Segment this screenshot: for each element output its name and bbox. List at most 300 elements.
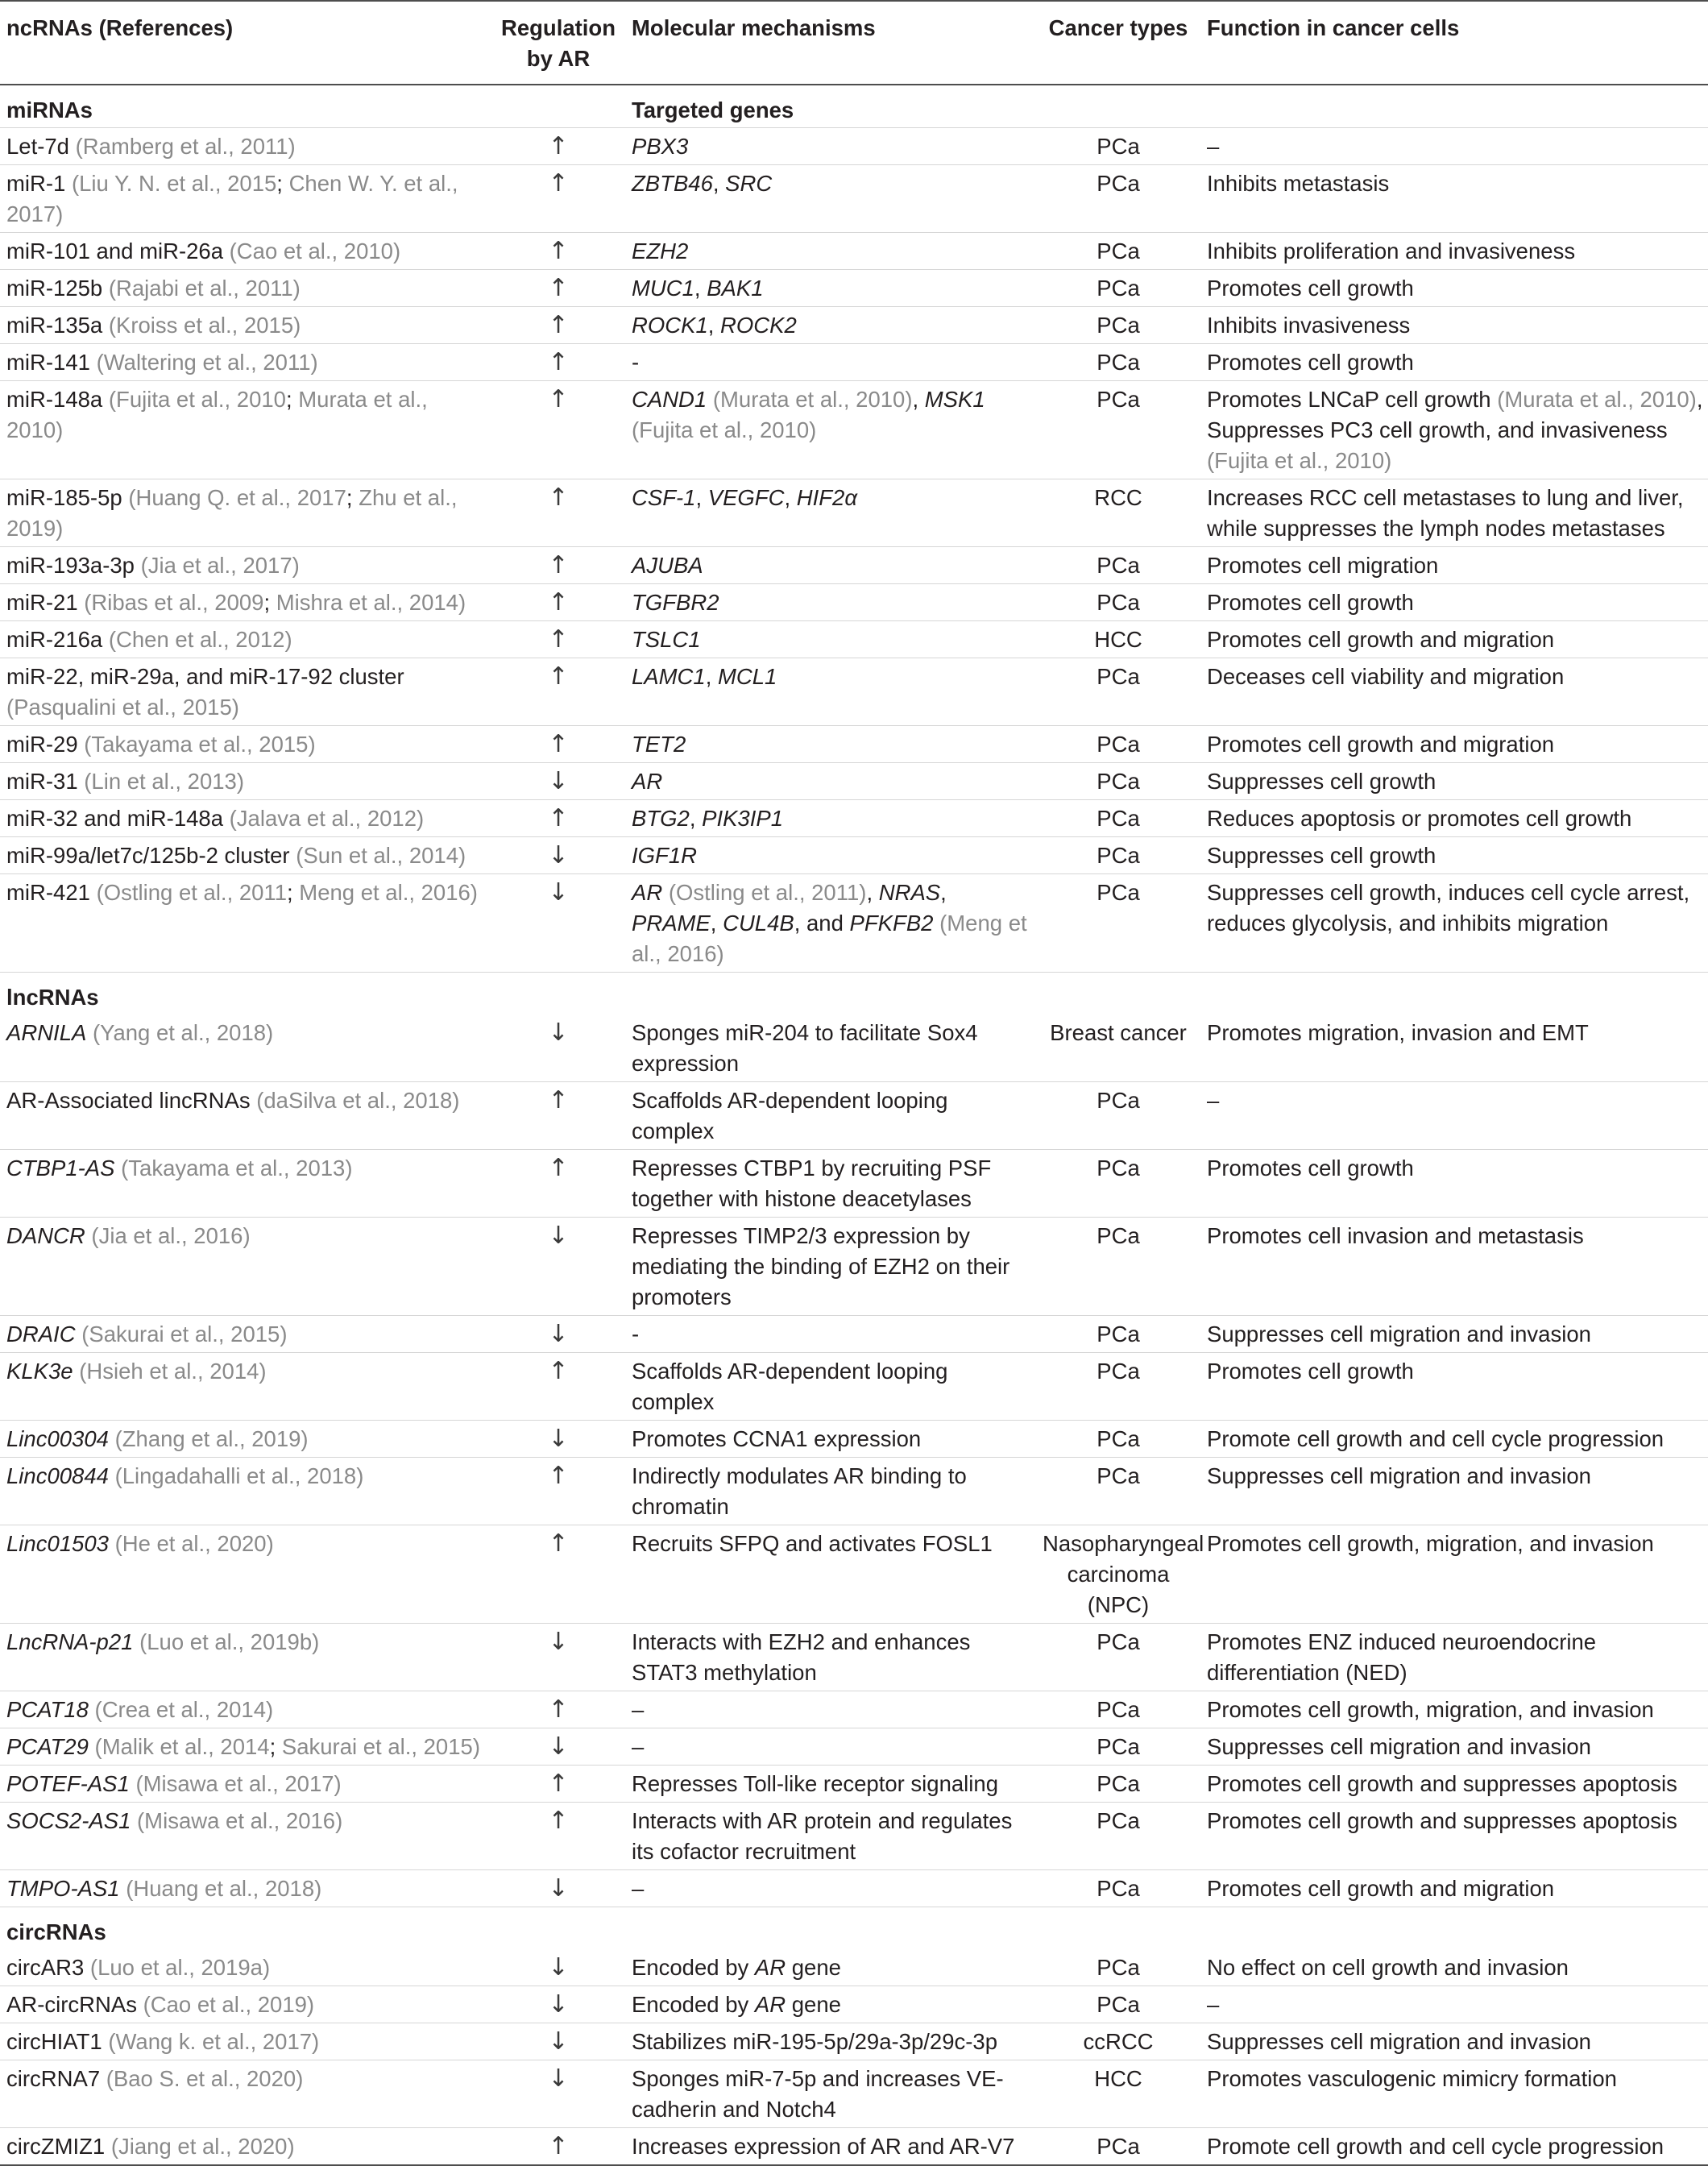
text-run — [114, 1156, 121, 1181]
text-run — [707, 387, 713, 412]
regulation-cell — [490, 763, 627, 800]
text-run: circZMIZ1 — [6, 2134, 111, 2159]
text-run: Scaffolds AR-dependent looping complex — [632, 1088, 948, 1143]
regulation-cell — [490, 344, 627, 381]
text-run: ; — [287, 880, 300, 905]
gene-name: PFKFB2 — [849, 911, 934, 936]
function-cell — [1199, 837, 1708, 874]
text-run: Suppresses cell growth, induces cell cycle arrest, reduces glycolysis, and inhibits migration — [1207, 880, 1690, 936]
text-run: Promote cell growth and cell cycle progression — [1207, 2134, 1664, 2159]
mechanism-cell — [627, 381, 1038, 479]
function-cell — [1199, 621, 1708, 658]
regulation-cell — [490, 165, 627, 233]
text-run: – — [1207, 1992, 1220, 2017]
text-run: ; — [269, 1734, 282, 1759]
function-cell — [1199, 1218, 1708, 1316]
gene-name: TMPO-AS1 — [6, 1876, 120, 1901]
arrow-down-icon: ↓ — [548, 2064, 569, 2093]
reference-text: (Wang k. et al., 2017) — [108, 2029, 320, 2054]
cancer-type-cell: PCa — [1038, 1421, 1199, 1458]
text-run: – — [1207, 134, 1220, 159]
text-run: - — [632, 350, 640, 375]
cancer-type-cell: HCC — [1038, 2060, 1199, 2128]
arrow-up-icon: ↑ — [548, 1695, 569, 1724]
text-run: Promotes cell growth — [1207, 590, 1414, 615]
mechanism-cell — [627, 479, 1038, 547]
cancer-type-cell: Nasopharyngeal carcinoma (NPC) — [1038, 1525, 1199, 1624]
arrow-up-icon: ↑ — [548, 804, 569, 832]
regulation-cell — [490, 1949, 627, 1986]
function-cell — [1199, 658, 1708, 726]
arrow-down-icon: ↓ — [548, 2027, 569, 2056]
gene-name: PCAT18 — [6, 1697, 89, 1722]
mechanism-cell — [627, 1525, 1038, 1624]
text-run: miR-193a-3p — [6, 553, 141, 578]
text-run: AR-circRNAs — [6, 1992, 143, 2017]
text-run — [86, 1020, 93, 1045]
gene-name: PRAME — [632, 911, 711, 936]
table-row — [0, 1691, 1708, 1728]
reference-text: (Murata et al., 2010) — [1497, 387, 1697, 412]
function-cell — [1199, 1316, 1708, 1353]
arrow-down-icon: ↓ — [548, 767, 569, 795]
text-run: Promotes cell growth and migration — [1207, 732, 1555, 757]
text-run: Sponges miR-204 to facilitate Sox4 expression — [632, 1020, 978, 1076]
mechanism-cell — [627, 128, 1038, 165]
reference-text: (Misawa et al., 2016) — [137, 1808, 343, 1833]
table-row — [0, 547, 1708, 584]
text-run: – — [1207, 1088, 1220, 1113]
section-spacer — [1199, 85, 1708, 128]
ncrna-cell — [0, 874, 490, 973]
function-cell — [1199, 479, 1708, 547]
regulation-cell — [490, 1728, 627, 1766]
function-cell — [1199, 1691, 1708, 1728]
reference-text: (Fujita et al., 2010) — [632, 417, 817, 442]
text-run: ; — [285, 387, 299, 412]
table-row — [0, 1150, 1708, 1218]
reference-text: (Malik et al., 2014 — [94, 1734, 270, 1759]
ncrna-cell — [0, 1421, 490, 1458]
function-cell — [1199, 1803, 1708, 1870]
mechanism-cell — [627, 270, 1038, 307]
reference-text: (Ramberg et al., 2011) — [75, 134, 296, 159]
text-run: miR-148a — [6, 387, 109, 412]
ncrna-cell — [0, 1458, 490, 1525]
table-row — [0, 1766, 1708, 1803]
reference-text: (Huang Q. et al., 2017 — [128, 485, 346, 510]
function-cell — [1199, 1458, 1708, 1525]
reference-text: (Ostling et al., 2011) — [668, 880, 867, 905]
text-run — [131, 1808, 137, 1833]
ncrna-cell — [0, 547, 490, 584]
regulation-cell — [490, 381, 627, 479]
regulation-cell — [490, 1870, 627, 1907]
regulation-cell — [490, 800, 627, 837]
ncrna-cell — [0, 1150, 490, 1218]
text-run: miR-29 — [6, 732, 85, 757]
header-ncrna: ncRNAs (References) — [6, 15, 234, 40]
regulation-cell — [490, 874, 627, 973]
arrow-down-icon: ↓ — [548, 878, 569, 907]
function-cell — [1199, 800, 1708, 837]
table-row — [0, 233, 1708, 270]
gene-name: PIK3IP1 — [702, 806, 784, 831]
text-run: circRNA7 — [6, 2066, 106, 2091]
regulation-cell — [490, 621, 627, 658]
function-cell — [1199, 1421, 1708, 1458]
text-run: Promotes cell growth and migration — [1207, 1876, 1555, 1901]
mechanism-cell — [627, 1986, 1038, 2023]
section-spacer — [1199, 973, 1708, 1015]
gene-name: CSF-1 — [632, 485, 696, 510]
table-row — [0, 270, 1708, 307]
arrow-down-icon: ↓ — [548, 1953, 569, 1981]
reference-text: Murata et al., 2010) — [6, 387, 428, 442]
cancer-type-cell: PCa — [1038, 726, 1199, 763]
function-cell — [1199, 1624, 1708, 1691]
section-spacer — [490, 1907, 627, 1950]
ncrna-cell — [0, 1525, 490, 1624]
text-run: circHIAT1 — [6, 2029, 109, 2054]
regulation-cell — [490, 1766, 627, 1803]
text-run: , Suppresses PC3 cell growth, and invasiveness — [1207, 387, 1703, 442]
function-cell — [1199, 2060, 1708, 2128]
regulation-cell — [490, 128, 627, 165]
reference-text: (Liu Y. N. et al., 2015 — [71, 171, 277, 196]
reference-text: Chen W. Y. et al., 2017) — [6, 171, 458, 226]
gene-name: TET2 — [632, 732, 686, 757]
reference-text: Sakurai et al., 2015) — [281, 1734, 480, 1759]
section-header-row — [0, 1907, 1708, 1950]
text-run: Promotes cell growth and suppresses apoptosis — [1207, 1771, 1677, 1796]
reference-text: (Hsieh et al., 2014) — [79, 1359, 267, 1384]
mechanism-cell — [627, 1458, 1038, 1525]
gene-name: MUC1 — [632, 276, 694, 301]
ncrna-cell — [0, 233, 490, 270]
arrow-up-icon: ↑ — [548, 311, 569, 339]
table-row — [0, 1082, 1708, 1150]
ncrna-cell — [0, 344, 490, 381]
gene-name: PBX3 — [632, 134, 689, 159]
cancer-type-cell: PCa — [1038, 1728, 1199, 1766]
reference-text: Meng et al., 2016) — [299, 880, 478, 905]
section-spacer — [1199, 1907, 1708, 1950]
text-run: Inhibits invasiveness — [1207, 313, 1411, 338]
function-cell — [1199, 233, 1708, 270]
cancer-type-cell: ccRCC — [1038, 2023, 1199, 2060]
table-row — [0, 1458, 1708, 1525]
mechanism-cell — [627, 1870, 1038, 1907]
table-row — [0, 1015, 1708, 1082]
reference-text: Zhu et al., 2019) — [6, 485, 458, 541]
gene-name: AJUBA — [632, 553, 703, 578]
text-run: AR-Associated lincRNAs — [6, 1088, 257, 1113]
mechanism-cell — [627, 1421, 1038, 1458]
arrow-down-icon: ↓ — [548, 1320, 569, 1348]
table-row — [0, 763, 1708, 800]
text-run: miR-32 and miR-148a — [6, 806, 230, 831]
arrow-up-icon: ↑ — [548, 1770, 569, 1798]
arrow-up-icon: ↑ — [548, 483, 569, 512]
ncrna-cell — [0, 381, 490, 479]
text-run: Inhibits metastasis — [1207, 171, 1390, 196]
cancer-type-cell: PCa — [1038, 307, 1199, 344]
section-spacer — [490, 85, 627, 128]
text-run: miR-421 — [6, 880, 97, 905]
gene-name: Linc00844 — [6, 1463, 109, 1488]
text-run: gene — [786, 1992, 841, 2017]
text-run: Promotes cell growth and suppresses apoptosis — [1207, 1808, 1677, 1833]
arrow-up-icon: ↑ — [548, 1462, 569, 1490]
function-cell — [1199, 1353, 1708, 1421]
text-run: Indirectly modulates AR binding to chromatin — [632, 1463, 967, 1519]
text-run: ; — [276, 171, 289, 196]
cancer-type-cell: PCa — [1038, 1218, 1199, 1316]
reference-text: (Meng et al., 2016) — [632, 911, 1027, 966]
text-run: Sponges miR-7-5p and increases VE-cadherin and Notch4 — [632, 2066, 1004, 2122]
section-title: miRNAs — [0, 85, 490, 128]
reference-text: (daSilva et al., 2018) — [256, 1088, 460, 1113]
regulation-cell — [490, 1986, 627, 2023]
cancer-type-cell: PCa — [1038, 381, 1199, 479]
arrow-down-icon: ↓ — [548, 1019, 569, 1047]
mechanism-cell — [627, 1766, 1038, 1803]
cancer-type-cell: PCa — [1038, 1624, 1199, 1691]
text-run: - — [632, 1322, 640, 1346]
table-row — [0, 307, 1708, 344]
table-row — [0, 726, 1708, 763]
mechanism-cell — [627, 1949, 1038, 1986]
table-row — [0, 1421, 1708, 1458]
cancer-type-cell: PCa — [1038, 2128, 1199, 2166]
arrow-up-icon: ↑ — [548, 1807, 569, 1835]
text-run: Reduces apoptosis or promotes cell growth — [1207, 806, 1632, 831]
mechanism-cell — [627, 658, 1038, 726]
mechanism-cell — [627, 165, 1038, 233]
text-run: Recruits SFPQ and activates FOSL1 — [632, 1531, 993, 1556]
regulation-cell — [490, 1082, 627, 1150]
ncrna-cell — [0, 1870, 490, 1907]
section-subheader: Targeted genes — [627, 85, 1038, 128]
table-row — [0, 128, 1708, 165]
arrow-up-icon: ↑ — [548, 385, 569, 413]
reference-text: (Waltering et al., 2011) — [96, 350, 318, 375]
gene-name: BTG2 — [632, 806, 690, 831]
text-run: Encoded by — [632, 1992, 755, 2017]
arrow-up-icon: ↑ — [548, 2132, 569, 2160]
text-run: miR-22, miR-29a, and miR-17-92 cluster — [6, 664, 404, 689]
text-run: Promotes cell growth — [1207, 1156, 1414, 1181]
ncrna-cell — [0, 270, 490, 307]
regulation-cell — [490, 479, 627, 547]
gene-name: VEGFC — [707, 485, 785, 510]
text-run: Interacts with AR protein and regulates its cofactor recruitment — [632, 1808, 1013, 1864]
text-run: Represses TIMP2/3 expression by mediating the binding of EZH2 on their promoters — [632, 1223, 1010, 1309]
function-cell — [1199, 165, 1708, 233]
text-run: gene — [786, 1955, 841, 1980]
arrow-up-icon: ↑ — [548, 1154, 569, 1182]
ncrna-cell — [0, 1766, 490, 1803]
regulation-cell — [490, 270, 627, 307]
cancer-type-cell: PCa — [1038, 584, 1199, 621]
mechanism-cell — [627, 621, 1038, 658]
regulation-cell — [490, 1624, 627, 1691]
table-body — [0, 85, 1708, 2165]
section-subheader — [627, 1907, 1038, 1950]
cancer-type-cell: PCa — [1038, 837, 1199, 874]
gene-name: LncRNA-p21 — [6, 1629, 134, 1654]
function-cell — [1199, 2023, 1708, 2060]
ncrna-cell — [0, 307, 490, 344]
cancer-type-cell: PCa — [1038, 128, 1199, 165]
text-run: No effect on cell growth and invasion — [1207, 1955, 1569, 1980]
table-row — [0, 837, 1708, 874]
gene-name: ROCK2 — [720, 313, 797, 338]
function-cell — [1199, 547, 1708, 584]
regulation-cell — [490, 1218, 627, 1316]
reference-text: (He et al., 2020) — [114, 1531, 274, 1556]
ncrna-cell — [0, 2128, 490, 2166]
function-cell — [1199, 1986, 1708, 2023]
gene-name: DRAIC — [6, 1322, 76, 1346]
cancer-type-cell: PCa — [1038, 1150, 1199, 1218]
header-function: Function in cancer cells — [1207, 15, 1460, 40]
arrow-down-icon: ↓ — [548, 1874, 569, 1903]
regulation-cell — [490, 1803, 627, 1870]
reference-text: (Misawa et al., 2017) — [135, 1771, 342, 1796]
reference-text: (Jalava et al., 2012) — [229, 806, 425, 831]
mechanism-cell — [627, 726, 1038, 763]
arrow-up-icon: ↑ — [548, 348, 569, 376]
regulation-cell — [490, 233, 627, 270]
arrow-down-icon: ↓ — [548, 841, 569, 869]
text-run — [109, 1463, 115, 1488]
reference-text: (Chen et al., 2012) — [108, 627, 292, 652]
ncrna-cell — [0, 2023, 490, 2060]
text-run: Represses Toll-like receptor signaling — [632, 1771, 998, 1796]
cancer-type-cell: PCa — [1038, 1691, 1199, 1728]
reference-text: (Cao et al., 2010) — [229, 239, 401, 263]
function-cell — [1199, 344, 1708, 381]
table-row — [0, 479, 1708, 547]
text-run: , — [707, 313, 721, 338]
mechanism-cell — [627, 1691, 1038, 1728]
cancer-type-cell: RCC — [1038, 479, 1199, 547]
section-subheader — [627, 973, 1038, 1015]
reference-text: (Jia et al., 2016) — [91, 1223, 251, 1248]
gene-name: MCL1 — [717, 664, 777, 689]
text-run: , — [695, 485, 708, 510]
arrow-up-icon: ↑ — [548, 1529, 569, 1558]
text-run: – — [632, 1876, 645, 1901]
table-row — [0, 2060, 1708, 2128]
table-row — [0, 1353, 1708, 1421]
cancer-type-cell: PCa — [1038, 1353, 1199, 1421]
ncrna-cell — [0, 1218, 490, 1316]
section-spacer — [1038, 973, 1199, 1015]
cancer-type-cell: PCa — [1038, 547, 1199, 584]
arrow-down-icon: ↓ — [548, 1425, 569, 1453]
function-cell — [1199, 726, 1708, 763]
reference-text: (Bao S. et al., 2020) — [106, 2066, 304, 2091]
reference-text: (Fujita et al., 2010 — [108, 387, 286, 412]
table-row — [0, 1986, 1708, 2023]
function-cell — [1199, 1150, 1708, 1218]
text-run: Increases expression of AR and AR-V7 — [632, 2134, 1015, 2159]
section-title: lncRNAs — [6, 985, 99, 1010]
mechanism-cell — [627, 2023, 1038, 2060]
ncrna-cell — [0, 1728, 490, 1766]
text-run: – — [632, 1734, 645, 1759]
cancer-type-cell: PCa — [1038, 270, 1199, 307]
reference-text: (Lin et al., 2013) — [84, 769, 244, 794]
gene-name: AR — [754, 1955, 786, 1980]
regulation-cell — [490, 1316, 627, 1353]
mechanism-cell — [627, 2060, 1038, 2128]
function-cell — [1199, 1728, 1708, 1766]
text-run: Suppresses cell migration and invasion — [1207, 1734, 1591, 1759]
section-header-row — [0, 85, 1708, 128]
gene-name: SOCS2-AS1 — [6, 1808, 131, 1833]
section-spacer — [1038, 1907, 1199, 1950]
regulation-cell — [490, 2023, 627, 2060]
arrow-down-icon: ↓ — [548, 1222, 569, 1250]
ncrna-cell — [0, 726, 490, 763]
reference-text: (Murata et al., 2010) — [712, 387, 913, 412]
section-spacer — [490, 973, 627, 1015]
text-run: Interacts with EZH2 and enhances STAT3 methylation — [632, 1629, 971, 1685]
table-row — [0, 658, 1708, 726]
text-run: Suppresses cell growth — [1207, 843, 1436, 868]
regulation-cell — [490, 1691, 627, 1728]
text-run: Promotes cell growth — [1207, 350, 1414, 375]
ncrna-cell — [0, 165, 490, 233]
text-run: Promotes cell growth — [1207, 276, 1414, 301]
cancer-type-cell: PCa — [1038, 763, 1199, 800]
cancer-type-cell: PCa — [1038, 800, 1199, 837]
regulation-cell — [490, 658, 627, 726]
function-cell — [1199, 1015, 1708, 1082]
regulation-cell — [490, 1525, 627, 1624]
gene-name: CAND1 — [632, 387, 707, 412]
text-run: circAR3 — [6, 1955, 90, 1980]
function-cell — [1199, 1766, 1708, 1803]
table-row — [0, 800, 1708, 837]
reference-text: (Crea et al., 2014) — [94, 1697, 274, 1722]
text-run: Promote cell growth and cell cycle progression — [1207, 1426, 1664, 1451]
text-run: Encoded by — [632, 1955, 755, 1980]
reference-text: (Takayama et al., 2015) — [84, 732, 316, 757]
cancer-type-cell: PCa — [1038, 1316, 1199, 1353]
text-run: ; — [263, 590, 276, 615]
gene-name: TGFBR2 — [632, 590, 719, 615]
reference-text: (Zhang et al., 2019) — [114, 1426, 309, 1451]
function-cell — [1199, 1949, 1708, 1986]
mechanism-cell — [627, 763, 1038, 800]
mechanism-cell — [627, 1353, 1038, 1421]
gene-name: Linc00304 — [6, 1426, 109, 1451]
table-row — [0, 1525, 1708, 1624]
section-header-row — [0, 973, 1708, 1015]
ncrna-cell — [0, 128, 490, 165]
text-run: miR-216a — [6, 627, 109, 652]
gene-name: ZBTB46 — [632, 171, 713, 196]
text-run: Promotes LNCaP cell growth — [1207, 387, 1498, 412]
mechanism-cell — [627, 2128, 1038, 2166]
text-run: Promotes cell invasion and metastasis — [1207, 1223, 1584, 1248]
regulation-cell — [490, 726, 627, 763]
